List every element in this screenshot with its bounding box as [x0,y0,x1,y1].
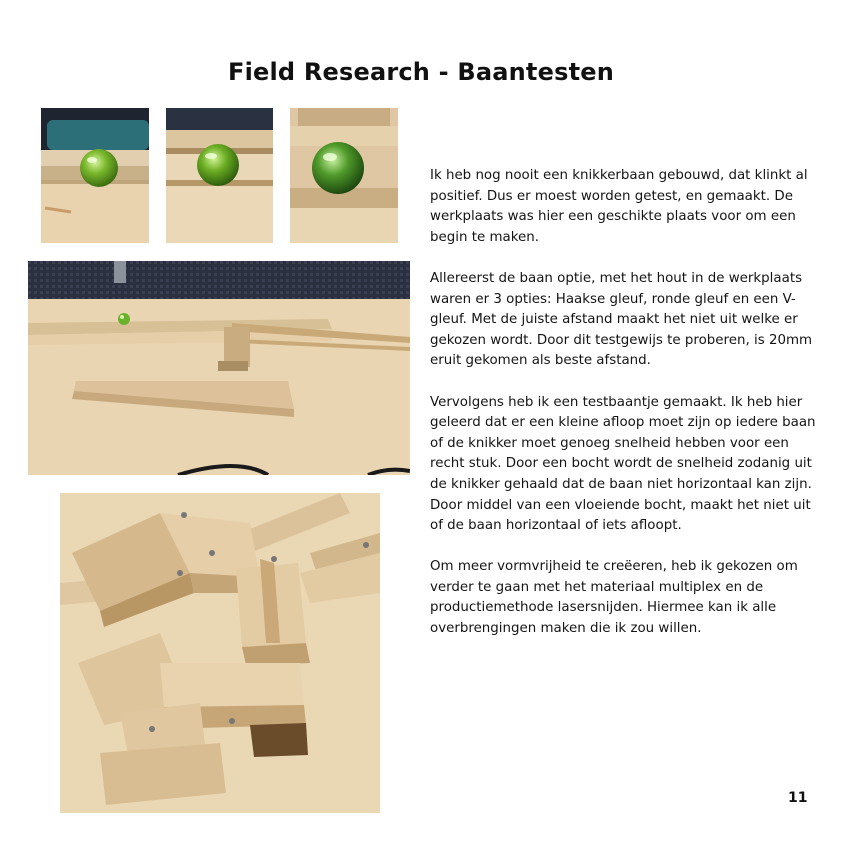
paragraph-test-track: Vervolgens heb ik een testbaantje gemaakt. Ik heb hier geleerd dat er een kleine afloop moet zijn op iedere baan of de knikker moet genoeg snelheid hebben voor een recht stuk. Door een bocht wordt de snelheid zodanig uit de knikker gehaald dat de baan niet horizontaal kan zijn. Door middel van een vloeiende bocht, maakt het niet uit of de baan horizontaal of iets afloopt. [430,394,816,534]
bend-blocks-photo [60,493,380,813]
marble-photo-3-image [290,108,398,243]
page-title: Field Research - Baantesten [227,58,615,86]
marble-photo-2 [166,108,273,243]
paragraph-intro: Ik heb nog nooit een knikkerbaan gebouwd, dat klinkt al positief. Dus er moest worden getest, en gemaakt. De werkplaats was hier een geschikte plaats voor om een begin te maken. [430,168,808,245]
body-text [430,166,822,660]
test-track-photo-image [28,261,410,475]
paragraph-groove-options: Allereerst de baan optie, met het hout in de werkplaats waren er 3 opties: Haakse gleuf, ronde gleuf en een V-gleuf. Met de juiste afstand maakt het niet uit welke er gekozen wordt. Door dit testgewijs te proberen, is 20mm eruit gekomen als beste afstand. [430,270,813,369]
marble-photo-1 [41,108,149,243]
bend-blocks-photo-image [60,493,380,813]
test-track-photo [28,261,410,475]
marble-photo-1-image [41,108,149,243]
marble-photo-2-image [166,108,273,243]
paragraph-material: Om meer vormvrijheid te creëeren, heb ik gekozen om verder te gaan met het materiaal multiplex en de productiemethode lasersnijden. Hiermee kan ik alle overbrengingen maken die ik zou willen. [430,559,798,637]
marble-photo-3 [290,108,398,243]
page-number: 11 [788,790,808,806]
